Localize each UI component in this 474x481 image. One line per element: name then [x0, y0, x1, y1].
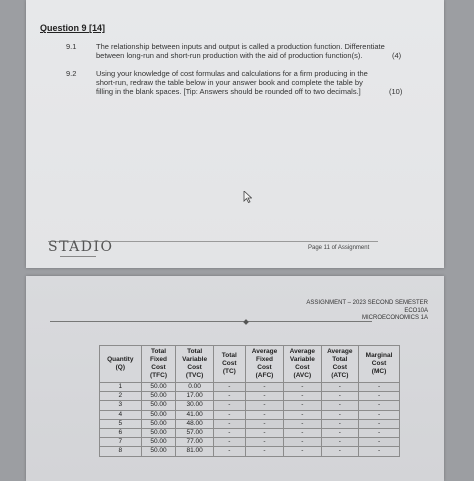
cell-tc: - [213, 392, 245, 401]
cell-tc: - [213, 438, 245, 447]
logo-underline [60, 256, 96, 257]
cell-mc: - [359, 401, 400, 410]
cell-atc: - [321, 401, 358, 410]
cell-mc: - [359, 447, 400, 456]
cell-mc: - [359, 428, 400, 437]
cell-q: 1 [100, 383, 142, 392]
page-number: Page 11 of Assignment [308, 245, 370, 251]
cell-atc: - [321, 410, 358, 419]
cell-avc: - [284, 383, 321, 392]
mouse-cursor-icon [243, 191, 252, 203]
cell-tvc: 48.00 [176, 419, 213, 428]
document-page-question [26, 0, 444, 268]
cell-tfc: 50.00 [141, 447, 176, 456]
cell-tfc: 50.00 [141, 438, 176, 447]
cell-mc: - [359, 392, 400, 401]
cell-tfc: 50.00 [141, 410, 176, 419]
cell-avc: - [284, 419, 321, 428]
part-text-9-2: Using your knowledge of cost formulas and calculations for a firm producing in the short-run, redraw the table below in your answer book and complete the table by filling in the blank spaces. [Tip: Answers should be rounded off to two decimals.] [96, 69, 368, 96]
cell-afc: - [245, 383, 283, 392]
header-tvc: Total Variable Cost (TVC) [176, 346, 213, 383]
cell-q: 5 [100, 419, 142, 428]
cell-atc: - [321, 447, 358, 456]
table-row [100, 410, 400, 419]
cell-atc: - [321, 428, 358, 437]
cell-q: 2 [100, 392, 142, 401]
cell-avc: - [284, 410, 321, 419]
cell-tc: - [213, 401, 245, 410]
cell-tvc: 77.00 [176, 438, 213, 447]
cell-q: 8 [100, 447, 142, 456]
stadio-logo: STADIO [48, 239, 114, 255]
cell-tc: - [213, 410, 245, 419]
cell-tc: - [213, 447, 245, 456]
header-atc: Average Total Cost (ATC) [321, 346, 358, 383]
table-row [100, 438, 400, 447]
cell-afc: - [245, 438, 283, 447]
cell-tc: - [213, 419, 245, 428]
cell-tfc: 50.00 [141, 392, 176, 401]
cell-mc: - [359, 438, 400, 447]
table-row [100, 428, 400, 437]
cell-avc: - [284, 401, 321, 410]
cell-tc: - [213, 383, 245, 392]
header-afc: Average Fixed Cost (AFC) [245, 346, 283, 383]
cell-tvc: 30.00 [176, 401, 213, 410]
table-header-row [100, 346, 400, 383]
cell-q: 6 [100, 428, 142, 437]
cell-atc: - [321, 383, 358, 392]
cell-avc: - [284, 392, 321, 401]
header-mc: Marginal Cost (MC) [359, 346, 400, 383]
part-text-9-1: The relationship between inputs and output is called a production function. Differentiate between long-run and short-run production with the aid of production function(s). [96, 42, 385, 60]
part-number-9-1: 9.1 [66, 42, 77, 51]
header-tc: Total Cost (TC) [213, 346, 245, 383]
assignment-header: ASSIGNMENT – 2023 SECOND SEMESTER [306, 300, 428, 306]
cell-afc: - [245, 401, 283, 410]
question-title: Question 9 [14] [40, 23, 106, 33]
cell-tfc: 50.00 [141, 419, 176, 428]
cell-q: 7 [100, 438, 142, 447]
cell-tvc: 0.00 [176, 383, 213, 392]
table-row [100, 392, 400, 401]
cell-q: 3 [100, 401, 142, 410]
cell-tvc: 17.00 [176, 392, 213, 401]
cell-atc: - [321, 438, 358, 447]
cell-atc: - [321, 419, 358, 428]
cell-mc: - [359, 383, 400, 392]
cell-afc: - [245, 392, 283, 401]
cell-tvc: 57.00 [176, 428, 213, 437]
cell-mc: - [359, 410, 400, 419]
cell-tvc: 81.00 [176, 447, 213, 456]
part-number-9-2: 9.2 [66, 69, 77, 78]
header-avc: Average Variable Cost (AVC) [284, 346, 321, 383]
cost-table [99, 345, 400, 457]
table-row [100, 419, 400, 428]
cell-tc: - [213, 428, 245, 437]
cell-afc: - [245, 428, 283, 437]
cell-avc: - [284, 428, 321, 437]
cell-tvc: 41.00 [176, 410, 213, 419]
cell-tfc: 50.00 [141, 383, 176, 392]
cell-q: 4 [100, 410, 142, 419]
header-tfc: Total Fixed Cost (TFC) [141, 346, 176, 383]
course-code: ECO10A [404, 308, 428, 314]
cell-avc: - [284, 438, 321, 447]
table-row [100, 401, 400, 410]
cell-tfc: 50.00 [141, 401, 176, 410]
cell-afc: - [245, 410, 283, 419]
part-marks-9-2: (10) [389, 87, 403, 96]
cell-afc: - [245, 419, 283, 428]
cell-avc: - [284, 447, 321, 456]
header-quantity: Quantity (Q) [100, 346, 142, 383]
course-name: MICROECONOMICS 1A [361, 315, 428, 321]
table-row [100, 383, 400, 392]
cell-mc: - [359, 419, 400, 428]
table-row [100, 447, 400, 456]
cell-atc: - [321, 392, 358, 401]
cell-afc: - [245, 447, 283, 456]
part-marks-9-1: (4) [392, 51, 402, 60]
header-rule [50, 321, 372, 322]
cell-tfc: 50.00 [141, 428, 176, 437]
